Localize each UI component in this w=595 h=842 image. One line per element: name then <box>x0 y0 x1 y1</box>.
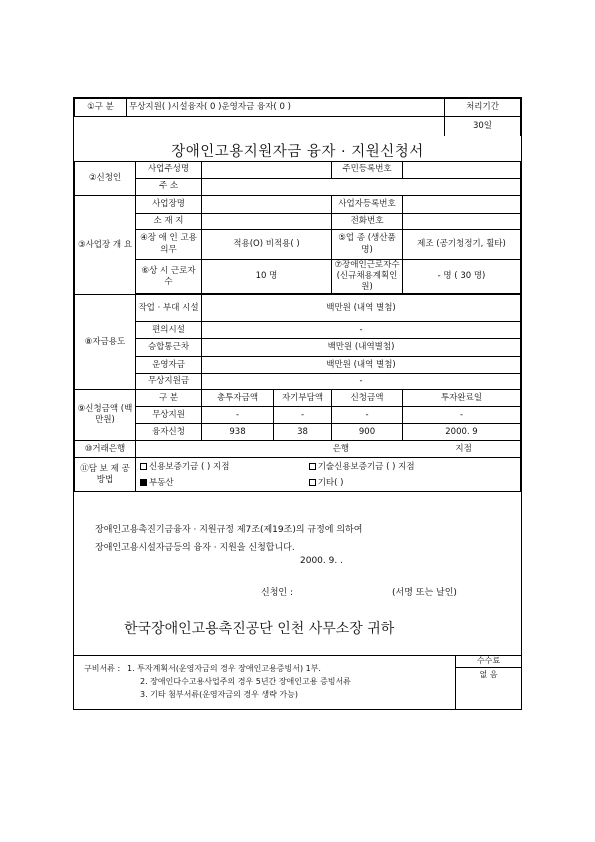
amount-header: 총투자금액 <box>202 390 274 407</box>
declaration-line-2: 장애인고용시설자금등의 융자 · 지원을 신청합니다. <box>95 543 295 553</box>
industry-label: ⑤업 종 (생산품명) <box>332 230 403 260</box>
tech-guarantee-label: 기술신용보증기금 ( ) 지점 <box>317 461 415 472</box>
collateral-option-tech[interactable] <box>309 462 415 472</box>
form-title: 장애인고용지원자금 융자 · 지원신청서 <box>171 144 424 160</box>
business-name-field[interactable] <box>202 196 332 214</box>
phone-label: 전화번호 <box>332 214 403 230</box>
branch-suffix: 지점 <box>455 443 472 454</box>
applicant-sign-label: 신청인 : <box>261 588 293 598</box>
fee-label: 수수료 <box>456 655 521 668</box>
industry-field[interactable]: 제조 (공기청정기, 휠타) <box>403 230 521 260</box>
address-field[interactable] <box>202 179 521 196</box>
owner-name-label: 사업주성명 <box>136 162 202 179</box>
collateral-option-credit[interactable] <box>140 459 306 475</box>
collateral-option-other[interactable] <box>309 478 344 488</box>
attachment-item: 3. 기타 첨부서류(운영자금의 경우 생략 가능) <box>140 690 298 699</box>
amount-cell[interactable]: 900 <box>332 424 403 441</box>
disabled-workers-field[interactable]: - 명 ( 30 명) <box>403 260 521 294</box>
checkbox-other[interactable] <box>309 479 316 486</box>
checkbox-tech-guarantee[interactable] <box>309 463 316 470</box>
location-label: 소 재 지 <box>136 214 202 230</box>
bank-label: ⑩거래은행 <box>75 441 136 458</box>
phone-field[interactable] <box>403 214 521 230</box>
usage-row-label: 무상지원금 <box>136 374 202 390</box>
category-value[interactable]: 무상지원( )시설융자( 0 )운영자금 융자( 0 ) <box>127 99 445 117</box>
business-section-label: ③사업장 개 요 <box>75 196 136 295</box>
usage-row-label: 편의시설 <box>136 322 202 339</box>
amount-cell[interactable]: - <box>274 407 332 424</box>
amount-header: 신청금액 <box>332 390 403 407</box>
amount-cell[interactable]: - <box>202 407 274 424</box>
usage-row-label: 운영자금 <box>136 357 202 374</box>
application-form <box>73 97 522 710</box>
business-name-label: 사업장명 <box>136 196 202 214</box>
bank-field[interactable] <box>136 441 521 458</box>
attachment-item: 2. 장애인다수고용사업주의 경우 5년간 장애인고용 증빙서류 <box>140 677 351 686</box>
declaration-date[interactable]: 2000. 9. . <box>300 556 343 566</box>
hiring-duty-label: ④장 애 인 고용의무 <box>136 230 202 260</box>
collateral-options <box>136 458 521 492</box>
amount-cell[interactable]: 38 <box>274 424 332 441</box>
regular-workers-field[interactable]: 10 명 <box>202 260 332 294</box>
main-table <box>74 161 521 492</box>
fee-value: 없 음 <box>479 670 498 679</box>
resident-no-label: 주민등록번호 <box>332 162 403 179</box>
checkbox-credit-guarantee[interactable] <box>140 463 147 470</box>
credit-guarantee-label: 신용보증기금 ( ) 지점 <box>149 461 230 472</box>
business-reg-no-field[interactable] <box>403 196 521 214</box>
resident-no-field[interactable] <box>403 162 521 179</box>
sign-note[interactable]: (서명 또는 날인) <box>392 588 457 598</box>
usage-row-value[interactable]: - <box>202 374 521 390</box>
checkbox-real-estate-checked[interactable] <box>140 479 147 486</box>
amount-cell[interactable]: 938 <box>202 424 274 441</box>
usage-section-label: ⑧자금용도 <box>75 295 136 390</box>
processing-period-value: 30일 <box>445 117 521 136</box>
address-label: 주 소 <box>136 179 202 196</box>
other-label: 기타( ) <box>317 477 344 488</box>
business-reg-no-label: 사업자등록번호 <box>332 196 403 214</box>
amount-cell[interactable]: - <box>403 407 521 424</box>
attachments-label: 구비서류 : <box>84 664 121 673</box>
header-table <box>74 98 521 136</box>
addressee: 한국장애인고용촉진공단 인천 사무소장 귀하 <box>124 621 395 637</box>
bank-suffix: 은행 <box>332 443 350 454</box>
amount-cell[interactable]: - <box>332 407 403 424</box>
amount-section-label: ⑨신청금액 (백만원) <box>75 390 136 441</box>
real-estate-label: 부동산 <box>149 477 174 488</box>
collateral-label: ⑪담 보 제 공 방법 <box>75 458 136 492</box>
usage-row-label: 작업 · 부대 시설 <box>136 295 202 322</box>
disabled-workers-label: ⑦장애인근로자수 (신규채용계획인원) <box>332 260 403 294</box>
attachment-item: 1. 투자계획서(운영자금의 경우 장애인고용증빙서) 1부. <box>127 664 321 673</box>
applicant-section-label: ②신청인 <box>75 162 136 196</box>
amount-header: 구 분 <box>136 390 202 407</box>
owner-name-field[interactable] <box>202 162 332 179</box>
fee-box <box>455 655 521 709</box>
category-label: ①구 분 <box>75 99 127 117</box>
amount-cell: 융자신청 <box>136 424 202 441</box>
location-field[interactable] <box>202 214 332 230</box>
processing-period-label: 처리기간 <box>445 99 521 117</box>
amount-cell[interactable]: 2000. 9 <box>403 424 521 441</box>
usage-row-value[interactable]: - <box>202 322 521 339</box>
declaration-line-1: 장애인고용촉진기금융자 · 지원규정 제7조(제19조)의 규정에 의하여 <box>95 525 363 535</box>
usage-row-value[interactable]: 백만원 (내역 별첨) <box>202 357 521 374</box>
hiring-duty-field[interactable]: 적용(O) 비적용( ) <box>202 230 332 260</box>
usage-row-label: 승합통근차 <box>136 339 202 357</box>
usage-row-value[interactable]: 백만원 (내역 별첨) <box>202 295 521 322</box>
attachments-divider <box>74 655 521 656</box>
collateral-option-realestate[interactable] <box>140 475 306 491</box>
amount-cell: 무상지원 <box>136 407 202 424</box>
usage-row-value[interactable]: 백만원 (내역별첨) <box>202 339 521 357</box>
amount-header: 투자완료일 <box>403 390 521 407</box>
regular-workers-label: ⑥상 시 근로자수 <box>136 260 202 294</box>
amount-header: 자기부담액 <box>274 390 332 407</box>
